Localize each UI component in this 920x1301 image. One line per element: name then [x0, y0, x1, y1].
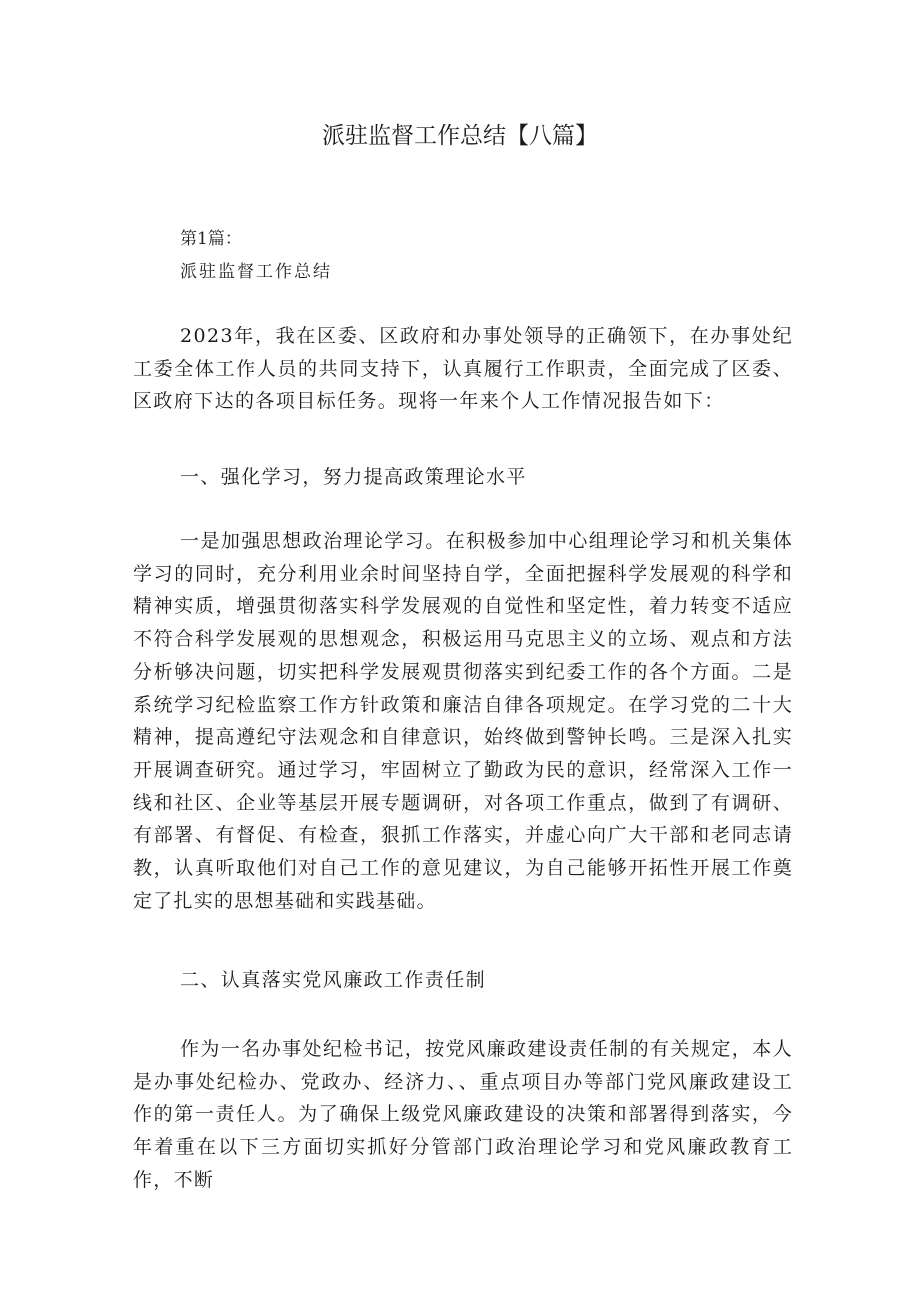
- section-two-paragraph: 作为一名办事处纪检书记，按党风廉政建设责任制的有关规定，本人是办事处纪检办、党政办、经济力、、重点项目办等部门党风廉政建设工作的第一责任人。为了确保上级党风廉政建设的决策和部署得到落实，今年着重在以下三方面切实抓好分管部门政治理论学习和党风廉政教育工作，不断: [133, 1038, 793, 1191]
- document-title: 派驻监督工作总结【八篇】: [322, 123, 598, 149]
- intro-paragraph: 2023年，我在区委、区政府和办事处领导的正确领下，在办事处纪工委全体工作人员的共同支持下，认真履行工作职责，全面完成了区委、区政府下达的各项目标任务。现将一年来个人工作情况报告如下：: [133, 325, 793, 413]
- section-two-heading: 二、认真落实党风廉政工作责任制: [180, 969, 487, 991]
- section-one-heading: 一、强化学习，努力提高政策理论水平: [180, 466, 527, 488]
- part-label: 第1篇：: [180, 229, 242, 249]
- part-subtitle: 派驻监督工作总结: [180, 262, 332, 282]
- section-one-paragraph: 一是加强思想政治理论学习。在积极参加中心组理论学习和机关集体学习的同时，充分利用业余时间坚持自学，全面把握科学发展观的科学和精神实质，增强贯彻落实科学发展观的自觉性和坚定性，着力转变不适应不符合科学发展观的思想观念，积极运用马克思主义的立场、观点和方法分析够决问题，切实把科学发展观贯彻落实到纪委工作的各个方面。二是系统学习纪检监察工作方针政策和廉洁自律各项规定。在学习党的二十大精神，提高遵纪守法观念和自律意识，始终做到警钟长鸣。三是深入扎实开展调查研究。通过学习，牢固树立了勤政为民的意识，经常深入工作一线和社区、企业等基层开展专题调研，对各项工作重点，做到了有调研、有部署、有督促、有检查，狠抓工作落实，并虚心向广大干部和老同志请教，认真听取他们对自己工作的意见建议，为自己能够开拓性开展工作奠定了扎实的思想基础和实践基础。: [133, 530, 793, 912]
